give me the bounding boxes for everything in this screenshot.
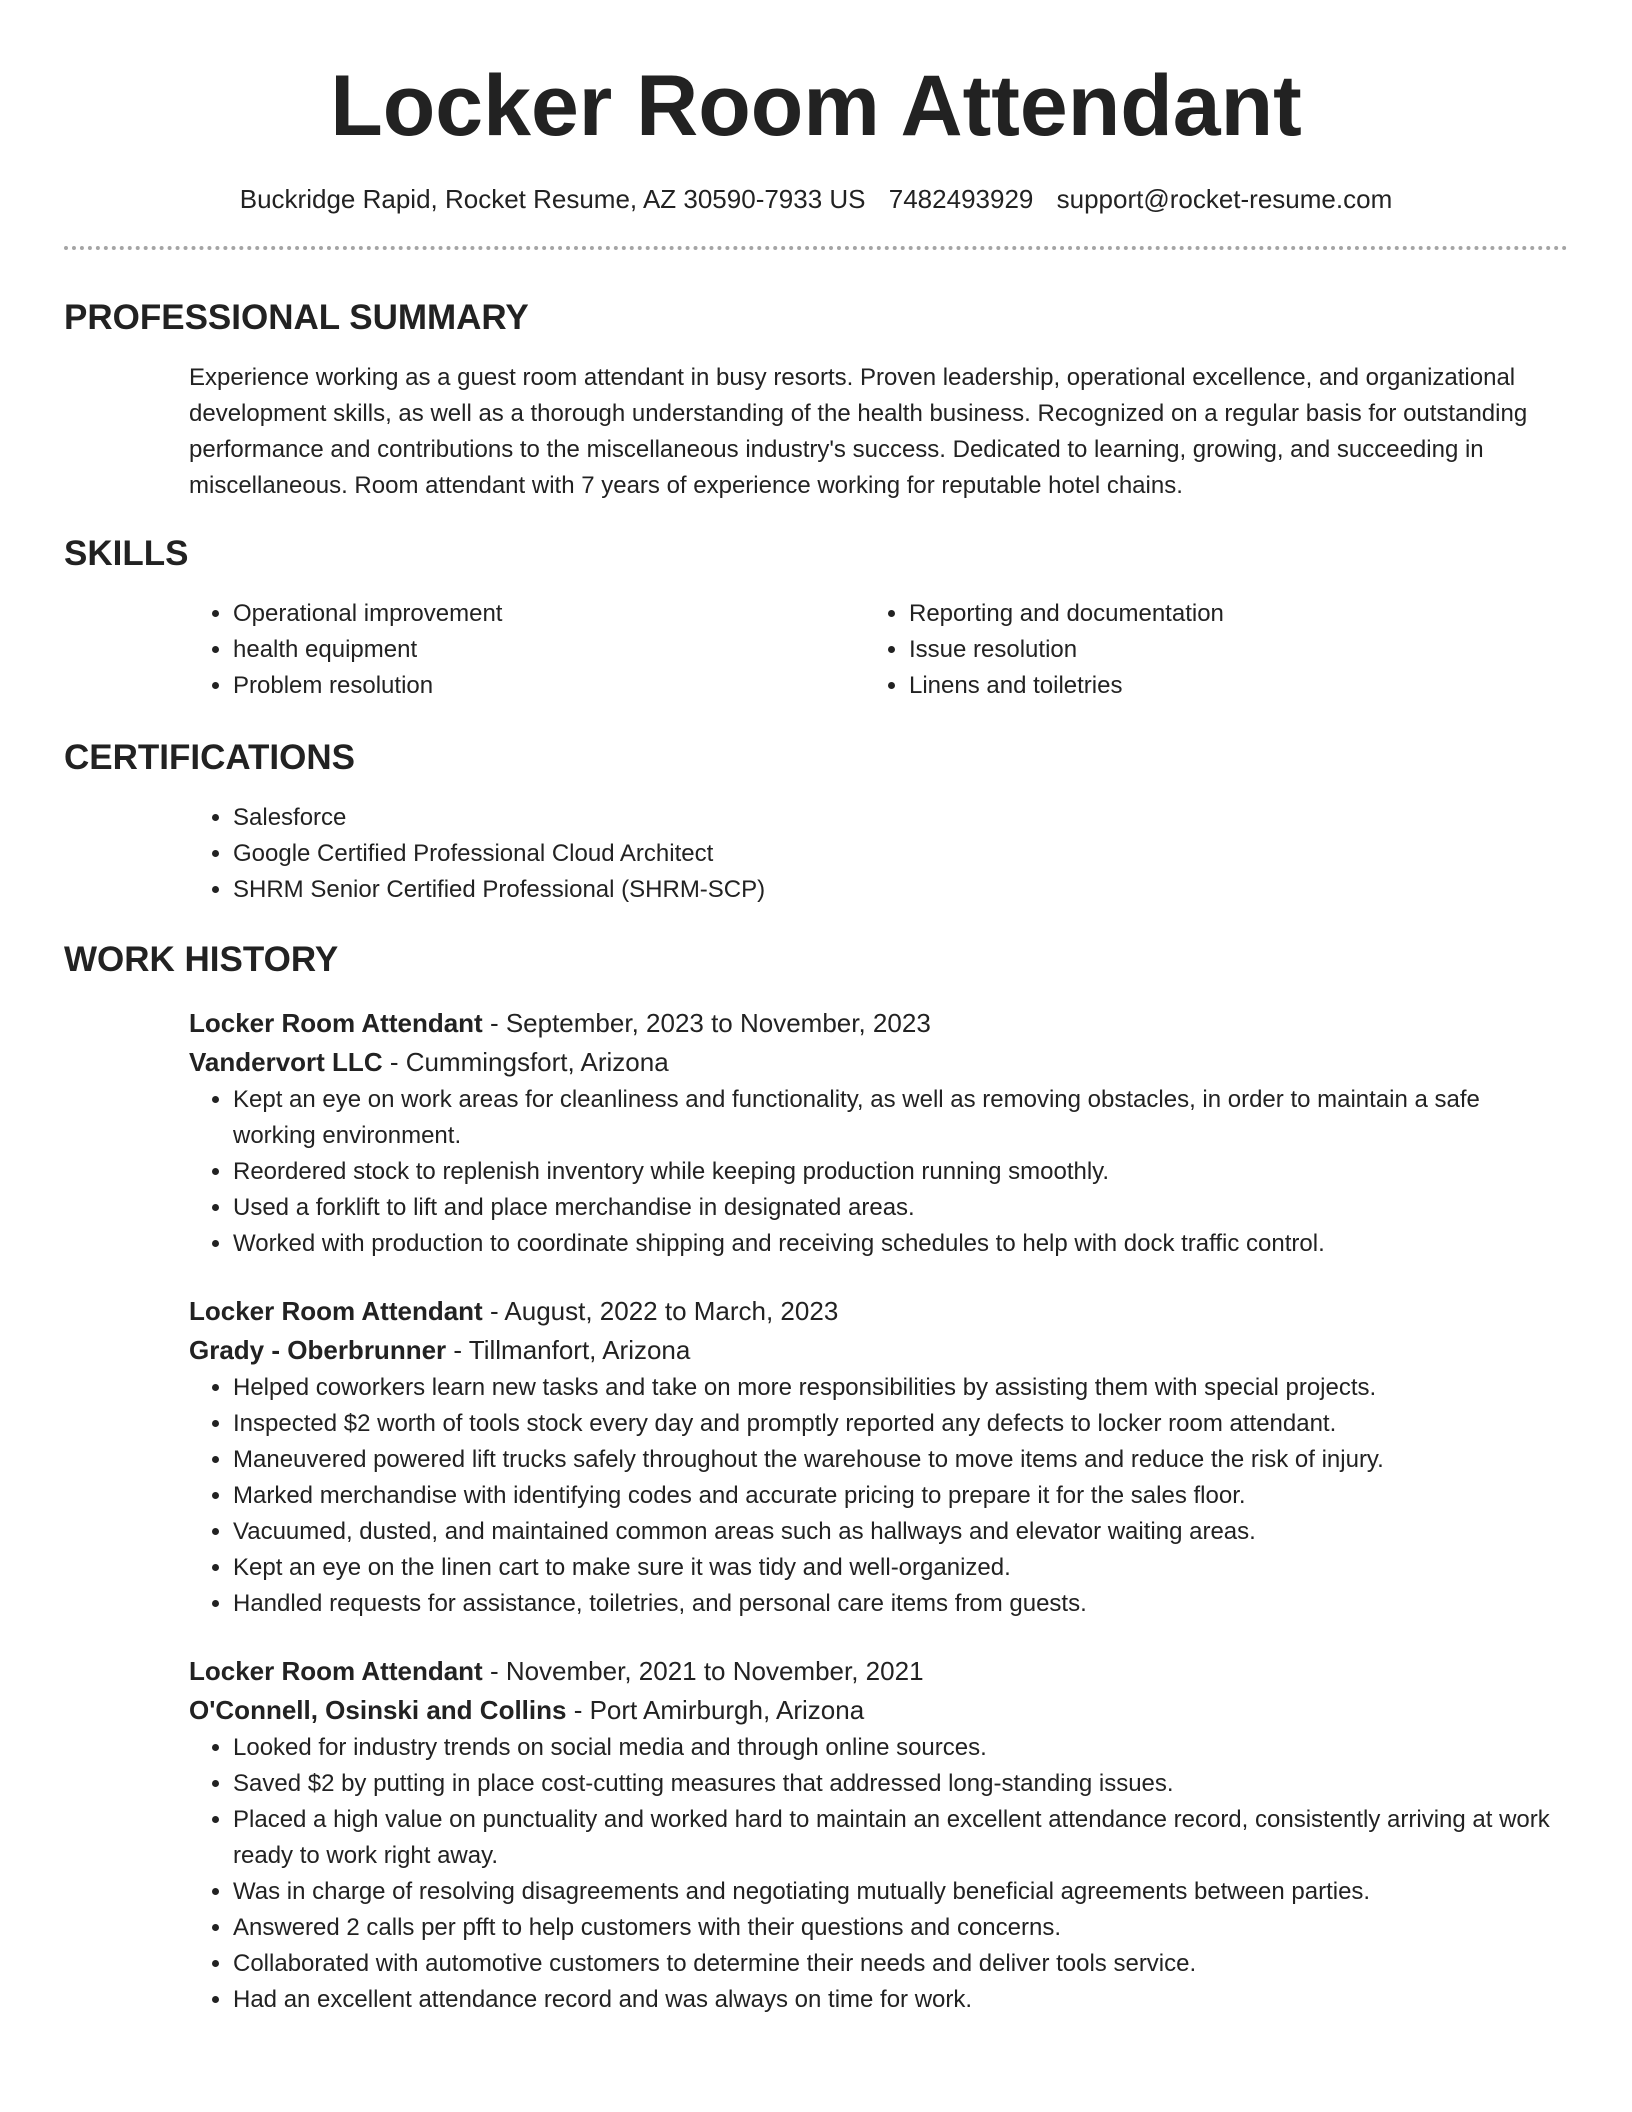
job-bullet: • Answered 2 calls per pfft to help customers with their questions and concerns. xyxy=(233,1910,1568,1946)
job-title-line xyxy=(189,1004,1568,1043)
certifications-body xyxy=(189,800,1568,908)
job-bullet: • Kept an eye on the linen cart to make sure it was tidy and well-organized. xyxy=(233,1550,1568,1586)
certification-item: • Google Certified Professional Cloud Architect xyxy=(233,836,1568,872)
job-location: - Cummingsfort, Arizona xyxy=(382,1047,669,1077)
job-bullet: • Placed a high value on punctuality and worked hard to maintain an excellent attendance record, consistently arriving at work ready to work right away. xyxy=(233,1802,1568,1874)
job-location: - Port Amirburgh, Arizona xyxy=(566,1695,865,1725)
job-dates: - August, 2022 to March, 2023 xyxy=(482,1296,839,1326)
job-company-line xyxy=(189,1691,1568,1730)
skills-section xyxy=(64,532,1568,704)
job-dates: - November, 2021 to November, 2021 xyxy=(482,1656,924,1686)
skill-item: • Linens and toiletries xyxy=(909,668,1541,704)
certification-item: • Salesforce xyxy=(233,800,1568,836)
skills-title: SKILLS xyxy=(64,534,189,573)
certifications-list xyxy=(189,800,1568,908)
job-dates: - September, 2023 to November, 2023 xyxy=(482,1008,931,1038)
skill-item: • Issue resolution xyxy=(909,632,1541,668)
job-bullets xyxy=(189,1370,1568,1622)
work-history-section xyxy=(64,938,1568,2018)
certifications-section xyxy=(64,736,1568,908)
contact-address: Buckridge Rapid, Rocket Resume, AZ 30590-7933 US xyxy=(239,184,866,214)
job-bullet: • Worked with production to coordinate shipping and receiving schedules to help with dock traffic control. xyxy=(233,1226,1568,1262)
job-title-line xyxy=(189,1292,1568,1331)
job-bullet: • Was in charge of resolving disagreements and negotiating mutually beneficial agreements between parties. xyxy=(233,1874,1568,1910)
job-role: Locker Room Attendant xyxy=(189,1656,483,1686)
work-history-title: WORK HISTORY xyxy=(64,940,339,979)
job-bullet: • Collaborated with automotive customers to determine their needs and deliver tools service. xyxy=(233,1946,1568,1982)
job-bullet: • Reordered stock to replenish inventory while keeping production running smoothly. xyxy=(233,1154,1568,1190)
job-bullet: • Helped coworkers learn new tasks and take on more responsibilities by assisting them with special projects. xyxy=(233,1370,1568,1406)
job-company: Grady - Oberbrunner xyxy=(189,1335,447,1365)
contact-phone: 7482493929 xyxy=(888,184,1034,214)
job-role: Locker Room Attendant xyxy=(189,1296,483,1326)
job-title-line xyxy=(189,1652,1568,1691)
job-bullet: • Vacuumed, dusted, and maintained common areas such as hallways and elevator waiting areas. xyxy=(233,1514,1568,1550)
job-company: O'Connell, Osinski and Collins xyxy=(189,1695,567,1725)
skill-item: • Problem resolution xyxy=(233,668,865,704)
summary-section xyxy=(64,296,1568,504)
job-entry xyxy=(189,1004,1568,1262)
job-entry xyxy=(189,1292,1568,1622)
skill-item: • Reporting and documentation xyxy=(909,596,1541,632)
job-bullets xyxy=(189,1082,1568,1262)
header-divider xyxy=(64,246,1568,250)
job-bullets xyxy=(189,1730,1568,2018)
certification-item: • SHRM Senior Certified Professional (SHRM-SCP) xyxy=(233,872,1568,908)
job-location: - Tillmanfort, Arizona xyxy=(446,1335,691,1365)
job-bullet: • Kept an eye on work areas for cleanliness and functionality, as well as removing obstacles, in order to maintain a safe working environment. xyxy=(233,1082,1568,1154)
skills-grid xyxy=(189,596,1568,704)
job-bullet: • Inspected $2 worth of tools stock every day and promptly reported any defects to locker room attendant. xyxy=(233,1406,1568,1442)
job-entry xyxy=(189,1652,1568,2018)
job-bullet: • Saved $2 by putting in place cost-cutting measures that addressed long-standing issues. xyxy=(233,1766,1568,1802)
job-bullet: • Used a forklift to lift and place merchandise in designated areas. xyxy=(233,1190,1568,1226)
summary-body xyxy=(189,360,1568,504)
job-bullet: • Had an excellent attendance record and was always on time for work. xyxy=(233,1982,1568,2018)
job-company-line xyxy=(189,1331,1568,1370)
resume-name: Locker Room Attendant xyxy=(330,58,1302,154)
skills-list-right xyxy=(865,596,1541,704)
certifications-title: CERTIFICATIONS xyxy=(64,738,356,777)
job-company-line xyxy=(189,1043,1568,1082)
skill-item: • Operational improvement xyxy=(233,596,865,632)
job-role: Locker Room Attendant xyxy=(189,1008,483,1038)
job-bullet: • Handled requests for assistance, toiletries, and personal care items from guests. xyxy=(233,1586,1568,1622)
job-bullet: • Looked for industry trends on social media and through online sources. xyxy=(233,1730,1568,1766)
job-company: Vandervort LLC xyxy=(189,1047,383,1077)
summary-title: PROFESSIONAL SUMMARY xyxy=(64,298,529,337)
job-bullet: • Marked merchandise with identifying codes and accurate pricing to prepare it for the sales floor. xyxy=(233,1478,1568,1514)
contact-line xyxy=(64,182,1568,216)
job-bullet: • Maneuvered powered lift trucks safely throughout the warehouse to move items and reduce the risk of injury. xyxy=(233,1442,1568,1478)
skill-item: • health equipment xyxy=(233,632,865,668)
summary-text: Experience working as a guest room attendant in busy resorts. Proven leadership, operational excellence, and organizational development skills, as well as a thorough understanding of the health business. Recognized on a regular basis for outstanding performance and contributions to the miscellaneous industry's success. Dedicated to learning, growing, and succeeding in miscellaneous. Room attendant with 7 years of experience working for reputable hotel chains. xyxy=(189,364,1528,499)
contact-email: support@rocket-resume.com xyxy=(1056,184,1393,214)
skills-list-left xyxy=(189,596,865,704)
